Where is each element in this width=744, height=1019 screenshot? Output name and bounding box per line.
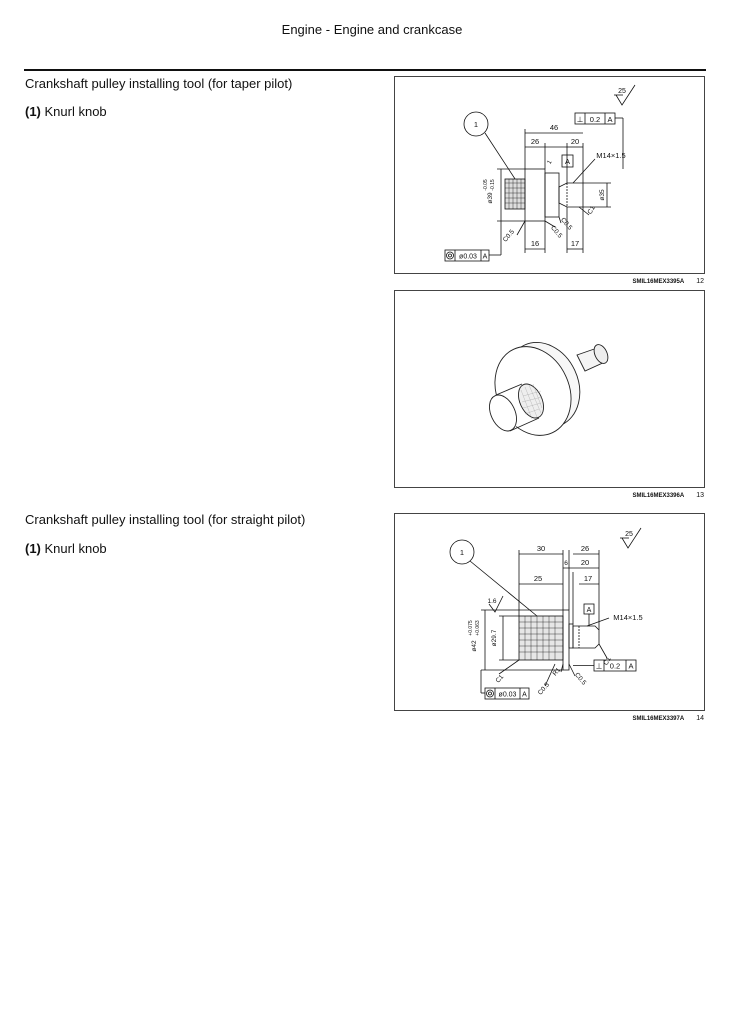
dim-16: 16 [530, 239, 540, 248]
dim-26: 26 [580, 544, 590, 553]
concentricity-value: ø0.03 [498, 691, 517, 699]
concentricity-value: ø0.03 [459, 253, 477, 261]
isometric-view [395, 291, 704, 487]
figure-number: 13 [696, 492, 704, 499]
page-header: Engine - Engine and crankcase [281, 22, 463, 37]
dia-29-7: ø29.7 [491, 629, 498, 647]
balloon-label: 1 [473, 120, 479, 129]
dim-26: 26 [530, 137, 540, 146]
perp-value: 0.2 [589, 115, 601, 124]
figure-taper-pilot-isometric [394, 290, 705, 488]
datum-a: A [586, 607, 592, 614]
thread-spec: M14×1.5 [613, 613, 643, 622]
dim-30: 30 [536, 544, 546, 553]
balloon-leader [485, 133, 519, 185]
datum-a: A [564, 157, 571, 166]
dim-46: 46 [549, 123, 559, 132]
perp-datum: A [628, 661, 634, 671]
taper-pilot [559, 183, 583, 207]
figure-number: 12 [696, 278, 704, 285]
figure-code: SMIL16MEX3395A [632, 279, 685, 285]
figure-caption-13 [394, 492, 704, 499]
concentricity-datum: A [522, 691, 527, 699]
dia-35: ø35 [599, 189, 606, 201]
callout-text: Knurl knob [44, 541, 107, 556]
dim-17: 17 [583, 574, 593, 583]
roughness-1-6: 1.6 [487, 598, 497, 605]
balloon-leader [470, 561, 537, 616]
callout-number: (1) [25, 104, 41, 119]
dia-42-tol-bot: +0.063 [475, 620, 481, 636]
header-rule [24, 69, 706, 71]
chamfer-c1-pilot: C1 [602, 655, 613, 667]
chamfer-c05-b: C0.5 [573, 671, 588, 687]
chamfer-c1: C1 [586, 204, 597, 216]
straight-pilot-drawing [395, 514, 704, 710]
figure-number: 14 [696, 715, 704, 722]
callout-knurl-knob-2 [25, 541, 107, 556]
dim-6: 6 [564, 560, 568, 567]
radius-r1: R1 [551, 666, 563, 678]
knurl-knob-section [505, 179, 525, 209]
figure-taper-pilot-drawing [394, 76, 705, 274]
taper-pilot-drawing [395, 77, 704, 273]
chamfer-c1-small: 1 [546, 159, 554, 166]
roughness-value: 25 [618, 88, 626, 95]
perp-datum: A [607, 115, 613, 124]
chamfer-c05-c: C0.5 [559, 216, 574, 232]
callout-knurl-knob-1 [25, 104, 107, 119]
perp-symbol: ⊥ [576, 115, 584, 124]
tool-body [525, 169, 545, 221]
figure-code: SMIL16MEX3396A [632, 493, 685, 499]
dim-25: 25 [533, 574, 543, 583]
figure-caption-12 [394, 278, 704, 285]
chamfer-c05-b: C0.5 [549, 224, 564, 240]
dia-39: ø39 [487, 192, 494, 204]
figure-caption-14 [394, 715, 704, 722]
figure-code: SMIL16MEX3397A [632, 716, 685, 722]
concentricity-datum: A [482, 253, 488, 261]
figure-straight-pilot-drawing [394, 513, 705, 711]
chamfer-c05-a: C0.5 [501, 228, 516, 244]
flange [563, 610, 569, 670]
thread-spec: M14×1.5 [596, 151, 626, 160]
dia-39-tol-bot: -0.15 [490, 179, 496, 191]
roughness-value: 25 [625, 531, 633, 538]
dim-20: 20 [580, 558, 590, 567]
dia-42: ø42 [471, 640, 478, 652]
balloon-label: 1 [459, 548, 465, 557]
dia-42-tol-top: +0.075 [468, 620, 474, 636]
perp-value: 0.2 [609, 661, 621, 671]
knurl-knob-section [519, 616, 563, 660]
callout-text: Knurl knob [44, 104, 107, 119]
dim-17: 17 [570, 239, 580, 248]
chamfer-c1-body: C1 [494, 673, 506, 685]
dim-20: 20 [570, 137, 580, 146]
section-title-taper: Crankshaft pulley installing tool (for taper pilot) [25, 76, 293, 91]
section-title-straight: Crankshaft pulley installing tool (for straight pilot) [25, 512, 306, 527]
chamfer-c05-a: C0.5 [536, 681, 551, 697]
straight-pilot [573, 626, 599, 648]
dia-39-tol-top: -0.05 [483, 179, 489, 191]
callout-number: (1) [25, 541, 41, 556]
perp-symbol: ⊥ [595, 661, 603, 671]
